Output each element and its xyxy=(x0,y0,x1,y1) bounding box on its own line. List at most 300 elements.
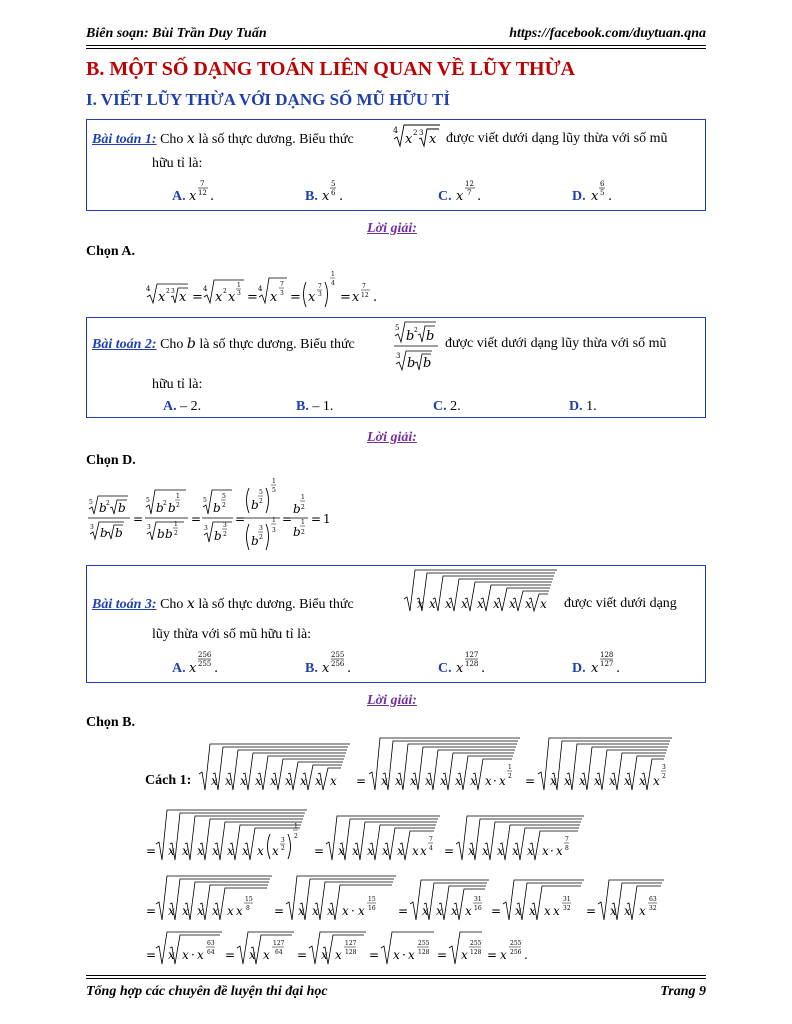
svg-text:x: x xyxy=(335,948,342,962)
svg-text:7: 7 xyxy=(429,836,433,843)
svg-text:x: x xyxy=(249,948,256,962)
svg-text:=: = xyxy=(314,844,325,858)
svg-text:x: x xyxy=(189,661,197,676)
svg-text:b: b xyxy=(118,501,126,515)
svg-text:x: x xyxy=(653,774,660,788)
svg-text:x: x xyxy=(456,189,464,204)
svg-text:1: 1 xyxy=(237,282,241,289)
svg-text:=: = xyxy=(297,948,308,962)
svg-text:x: x xyxy=(461,948,468,962)
svg-text:x: x xyxy=(493,597,500,611)
svg-text:x: x xyxy=(257,844,264,858)
svg-text:x: x xyxy=(553,904,560,918)
svg-text:2: 2 xyxy=(301,504,305,511)
problem-1-option-b[interactable]: B. xyxy=(305,189,318,204)
svg-text:3: 3 xyxy=(280,290,284,297)
svg-text:x: x xyxy=(550,774,557,788)
svg-text:3: 3 xyxy=(662,764,666,771)
svg-text:5: 5 xyxy=(331,180,336,188)
svg-text:x: x xyxy=(168,904,175,918)
problem-2-line1-end: được viết dưới dạng lũy thừa với số mũ xyxy=(445,336,667,351)
svg-text:x: x xyxy=(327,904,334,918)
svg-text:x: x xyxy=(429,132,437,147)
problem-3-label: Bài toán 3: xyxy=(92,597,157,612)
svg-text:x: x xyxy=(168,844,175,858)
problem-2-line2: hữu tỉ là: xyxy=(152,377,203,392)
svg-text:32: 32 xyxy=(649,905,657,912)
svg-text:32: 32 xyxy=(563,905,571,912)
svg-text:1: 1 xyxy=(272,517,276,524)
svg-text:x: x xyxy=(509,597,516,611)
svg-text:64: 64 xyxy=(275,949,283,956)
solution-2-label: Lời giải: xyxy=(367,430,417,445)
svg-text:x: x xyxy=(425,774,432,788)
svg-text:x: x xyxy=(497,844,504,858)
page-number: Trang 9 xyxy=(660,984,706,999)
svg-text:x: x xyxy=(393,948,400,962)
svg-text:=: = xyxy=(491,904,502,918)
svg-text:b: b xyxy=(99,501,107,515)
svg-text:1: 1 xyxy=(508,764,512,771)
svg-text:x: x xyxy=(591,661,599,676)
svg-text:6: 6 xyxy=(600,180,605,188)
svg-text:b: b xyxy=(251,534,259,548)
svg-text:5: 5 xyxy=(203,497,207,504)
svg-text:x: x xyxy=(499,774,506,788)
svg-text:2: 2 xyxy=(294,833,298,840)
svg-text:1: 1 xyxy=(174,521,178,528)
svg-text:x: x xyxy=(263,948,270,962)
svg-text:x: x xyxy=(455,774,462,788)
problem-1-option-c-math xyxy=(455,177,485,205)
svg-text:·: · xyxy=(550,844,554,858)
svg-text:x: x xyxy=(564,774,571,788)
svg-text:127: 127 xyxy=(600,660,614,668)
svg-text:x: x xyxy=(212,904,219,918)
svg-text:2: 2 xyxy=(222,502,226,509)
solution-2-derivation xyxy=(86,478,346,558)
svg-text:x: x xyxy=(525,597,532,611)
solution-1-label: Lời giải: xyxy=(367,221,417,236)
svg-text:2: 2 xyxy=(662,773,666,780)
method-1-row-1 xyxy=(196,736,676,796)
solution-1-derivation xyxy=(144,266,404,312)
svg-text:x: x xyxy=(308,290,316,305)
svg-text:x: x xyxy=(468,844,475,858)
svg-text:=: = xyxy=(437,948,448,962)
svg-text:3: 3 xyxy=(147,524,151,531)
svg-text:x: x xyxy=(544,904,551,918)
svg-text:=: = xyxy=(586,904,597,918)
problem-3-option-d-math xyxy=(590,648,624,678)
svg-text:x: x xyxy=(445,597,452,611)
svg-text:=: = xyxy=(235,512,246,526)
svg-text:x: x xyxy=(540,597,547,611)
svg-text:=: = xyxy=(525,774,536,788)
svg-text:5: 5 xyxy=(146,497,150,504)
svg-text:6: 6 xyxy=(331,189,336,197)
svg-text:.: . xyxy=(524,948,528,962)
svg-text:x: x xyxy=(512,844,519,858)
svg-text:=: = xyxy=(192,290,203,305)
svg-text:63: 63 xyxy=(649,896,657,903)
svg-text:256: 256 xyxy=(331,660,345,668)
svg-text:x: x xyxy=(211,774,218,788)
svg-text:7: 7 xyxy=(200,180,205,188)
svg-text:x: x xyxy=(342,904,349,918)
header-rule xyxy=(86,45,706,46)
svg-text:x: x xyxy=(610,904,617,918)
svg-text:2: 2 xyxy=(106,500,110,507)
svg-text:4: 4 xyxy=(203,285,208,293)
svg-text:7: 7 xyxy=(467,189,472,197)
svg-text:x: x xyxy=(624,904,631,918)
svg-text:b: b xyxy=(165,527,173,541)
problem-3-option-d[interactable]: D. xyxy=(572,661,586,676)
header-url[interactable]: https://facebook.com/duytuan.qna xyxy=(509,26,706,41)
svg-text:255: 255 xyxy=(470,940,482,947)
svg-text:=: = xyxy=(487,948,498,962)
svg-text:x: x xyxy=(182,844,189,858)
svg-text:1: 1 xyxy=(301,519,305,526)
svg-text:2: 2 xyxy=(163,500,167,507)
problem-3-line1-end: được viết dưới dạng xyxy=(564,596,677,611)
svg-text:3: 3 xyxy=(223,522,227,529)
problem-1-line2: hữu tỉ là: xyxy=(152,156,203,171)
svg-text:.: . xyxy=(616,661,621,676)
svg-text:7: 7 xyxy=(280,281,284,288)
svg-text:5: 5 xyxy=(272,487,276,494)
svg-text:x: x xyxy=(298,904,305,918)
svg-text:5: 5 xyxy=(600,189,605,197)
svg-text:5: 5 xyxy=(395,324,400,332)
svg-text:=: = xyxy=(290,290,301,305)
svg-text:x: x xyxy=(330,774,337,788)
svg-text:64: 64 xyxy=(207,949,215,956)
svg-text:x: x xyxy=(609,774,616,788)
svg-text:x: x xyxy=(477,597,484,611)
svg-text:=: = xyxy=(191,512,202,526)
svg-text:5: 5 xyxy=(222,493,226,500)
svg-text:x: x xyxy=(485,774,492,788)
svg-text:b: b xyxy=(251,498,259,512)
svg-text:x: x xyxy=(182,948,189,962)
svg-text:x: x xyxy=(408,948,415,962)
svg-text:x: x xyxy=(417,597,424,611)
svg-text:x: x xyxy=(429,597,436,611)
svg-text:b: b xyxy=(407,356,416,371)
svg-text:x: x xyxy=(639,774,646,788)
svg-text:=: = xyxy=(369,948,380,962)
svg-text:x: x xyxy=(227,844,234,858)
svg-text:3: 3 xyxy=(237,290,241,297)
svg-text:x: x xyxy=(624,774,631,788)
problem-1-option-a[interactable]: A. xyxy=(172,189,186,204)
svg-text:2: 2 xyxy=(301,529,305,536)
svg-text:x: x xyxy=(382,844,389,858)
svg-text:x: x xyxy=(300,774,307,788)
svg-text:4: 4 xyxy=(146,285,151,293)
svg-text:=: = xyxy=(146,904,157,918)
svg-text:x: x xyxy=(440,774,447,788)
svg-text:x: x xyxy=(270,290,278,305)
svg-text:x: x xyxy=(352,290,360,305)
svg-text:12: 12 xyxy=(465,180,474,188)
svg-text:2: 2 xyxy=(281,845,285,852)
svg-text:31: 31 xyxy=(563,896,571,903)
svg-text:x: x xyxy=(515,904,522,918)
svg-text:x: x xyxy=(352,844,359,858)
problem-2-option-d[interactable]: D. 1. xyxy=(569,399,597,414)
svg-text:=: = xyxy=(444,844,455,858)
svg-text:x: x xyxy=(315,774,322,788)
problem-1-line1-end: được viết dưới dạng lũy thừa với số mũ xyxy=(446,131,668,146)
problem-1-option-c[interactable]: C. xyxy=(438,189,452,204)
svg-text:x: x xyxy=(272,844,279,858)
svg-text:x: x xyxy=(255,774,262,788)
problem-1-option-a-math xyxy=(188,177,218,205)
solution-3-label: Lời giải: xyxy=(367,693,417,708)
svg-text:x: x xyxy=(591,189,599,204)
svg-text:.: . xyxy=(373,290,378,305)
svg-text:x: x xyxy=(420,844,427,858)
svg-text:15: 15 xyxy=(245,896,253,903)
svg-text:x: x xyxy=(461,597,468,611)
svg-text:5: 5 xyxy=(89,499,93,506)
svg-text:x: x xyxy=(168,948,175,962)
svg-text:x: x xyxy=(242,844,249,858)
svg-text:2: 2 xyxy=(508,773,512,780)
svg-text:255: 255 xyxy=(198,660,212,668)
problem-2-label: Bài toán 2: xyxy=(92,337,157,352)
svg-text:x: x xyxy=(225,774,232,788)
svg-text:1: 1 xyxy=(176,493,180,500)
section-title: B. MỘT SỐ DẠNG TOÁN LIÊN QUAN VỀ LŨY THỪA xyxy=(86,58,575,80)
svg-text:8: 8 xyxy=(565,845,569,852)
page-header xyxy=(86,26,706,46)
svg-text:.: . xyxy=(210,189,215,204)
svg-text:b: b xyxy=(406,329,415,344)
svg-text:x: x xyxy=(410,774,417,788)
svg-text:127: 127 xyxy=(465,651,479,659)
problem-3-line2: lũy thừa với số mũ hữu tỉ là: xyxy=(152,627,312,642)
svg-text:1: 1 xyxy=(323,512,331,526)
svg-text:x: x xyxy=(451,904,458,918)
problem-1-line1: Bài toán 1: Cho x là số thực dương. Biểu thức xyxy=(92,131,354,147)
svg-text:255: 255 xyxy=(418,940,430,947)
svg-text:2: 2 xyxy=(413,129,418,137)
svg-text:x: x xyxy=(527,844,534,858)
svg-text:3: 3 xyxy=(396,352,401,360)
problem-2-option-b[interactable]: B. – 1. xyxy=(296,399,334,414)
svg-text:255: 255 xyxy=(331,651,345,659)
problem-2-expression xyxy=(392,318,442,372)
svg-text:x: x xyxy=(397,844,404,858)
svg-text:b: b xyxy=(168,501,176,515)
svg-text:=: = xyxy=(282,512,293,526)
svg-text:x: x xyxy=(594,774,601,788)
svg-text:1: 1 xyxy=(331,271,335,278)
answer-1: Chọn A. xyxy=(86,244,136,259)
svg-text:x: x xyxy=(212,844,219,858)
problem-1-expression xyxy=(392,120,444,150)
problem-3-expression xyxy=(403,566,559,616)
svg-text:.: . xyxy=(214,661,219,676)
svg-text:7: 7 xyxy=(565,836,569,843)
page-footer xyxy=(86,984,706,1000)
svg-text:x: x xyxy=(236,904,243,918)
footer-title: Tổng hợp các chuyên đề luyện thi đại học xyxy=(86,984,328,999)
svg-text:x: x xyxy=(321,948,328,962)
svg-text:.: . xyxy=(347,661,352,676)
svg-text:3: 3 xyxy=(204,525,208,532)
svg-text:4: 4 xyxy=(429,845,433,852)
problem-2-line1: Bài toán 2: Cho b là số thực dương. Biểu thức xyxy=(92,336,355,352)
svg-text:x: x xyxy=(270,774,277,788)
svg-text:8: 8 xyxy=(246,905,250,912)
svg-text:=: = xyxy=(311,512,322,526)
svg-text:x: x xyxy=(412,844,419,858)
svg-text:x: x xyxy=(436,904,443,918)
svg-text:1: 1 xyxy=(272,478,276,485)
svg-text:3: 3 xyxy=(90,524,94,531)
svg-text:16: 16 xyxy=(474,905,482,912)
svg-text:x: x xyxy=(405,132,413,147)
svg-text:x: x xyxy=(158,290,166,305)
svg-text:x: x xyxy=(542,844,549,858)
header-rule-2 xyxy=(86,48,706,49)
svg-text:127: 127 xyxy=(345,940,357,947)
svg-text:x: x xyxy=(529,904,536,918)
svg-text:x: x xyxy=(395,774,402,788)
svg-text:x: x xyxy=(422,904,429,918)
svg-text:b: b xyxy=(156,501,164,515)
footer-rule xyxy=(86,975,706,976)
svg-text:128: 128 xyxy=(470,949,482,956)
svg-text:12: 12 xyxy=(198,189,207,197)
svg-text:.: . xyxy=(481,661,486,676)
answer-2: Chọn D. xyxy=(86,453,136,468)
problem-3-option-a[interactable]: A. xyxy=(172,661,186,676)
svg-text:15: 15 xyxy=(368,896,376,903)
svg-text:12: 12 xyxy=(361,292,369,299)
problem-3-option-b-math xyxy=(321,648,355,678)
svg-text:2: 2 xyxy=(414,327,418,334)
svg-text:x: x xyxy=(456,661,464,676)
svg-text:b: b xyxy=(214,529,222,543)
method-1-label: Cách 1: xyxy=(145,773,192,788)
svg-text:·: · xyxy=(191,948,195,962)
problem-1-label: Bài toán 1: xyxy=(92,132,157,147)
svg-text:b: b xyxy=(213,501,221,515)
svg-text:5: 5 xyxy=(259,489,263,496)
problem-2-option-a[interactable]: A. – 2. xyxy=(163,399,202,414)
header-author: Biên soạn: Bùi Trần Duy Tuấn xyxy=(86,26,267,41)
svg-text:b: b xyxy=(115,526,123,540)
svg-text:=: = xyxy=(225,948,236,962)
svg-text:.: . xyxy=(339,189,344,204)
svg-text:3: 3 xyxy=(272,527,276,534)
svg-text:2: 2 xyxy=(259,534,263,541)
problem-3-option-c-math xyxy=(455,648,489,678)
svg-text:7: 7 xyxy=(318,283,322,290)
svg-text:=: = xyxy=(146,948,157,962)
svg-text:x: x xyxy=(465,904,472,918)
problem-1-option-d[interactable]: D. xyxy=(572,189,586,204)
svg-text:x: x xyxy=(227,904,234,918)
svg-text:2: 2 xyxy=(174,530,178,537)
svg-text:=: = xyxy=(247,290,258,305)
svg-text:=: = xyxy=(274,904,285,918)
svg-text:.: . xyxy=(477,189,482,204)
problem-2-option-c[interactable]: C. 2. xyxy=(433,399,461,414)
svg-text:2: 2 xyxy=(223,288,227,295)
svg-text:16: 16 xyxy=(368,905,376,912)
svg-text:1: 1 xyxy=(294,823,298,830)
footer-rule-2 xyxy=(86,978,706,979)
svg-text:·: · xyxy=(493,774,497,788)
svg-text:128: 128 xyxy=(465,660,479,668)
svg-text:x: x xyxy=(182,904,189,918)
svg-text:2: 2 xyxy=(259,498,263,505)
subsection-title: I. VIẾT LŨY THỪA VỚI DẠNG SỐ MŨ HỮU TỈ xyxy=(86,90,450,109)
svg-text:x: x xyxy=(228,290,236,305)
svg-text:3: 3 xyxy=(419,129,424,137)
svg-text:x: x xyxy=(197,904,204,918)
svg-text:2: 2 xyxy=(166,288,170,295)
svg-text:2: 2 xyxy=(176,502,180,509)
svg-text:x: x xyxy=(381,774,388,788)
svg-text:x: x xyxy=(285,774,292,788)
svg-text:256: 256 xyxy=(198,651,212,659)
svg-text:x: x xyxy=(367,844,374,858)
svg-text:3: 3 xyxy=(259,525,263,532)
problem-3-option-c[interactable]: C. xyxy=(438,661,452,676)
svg-text:x: x xyxy=(189,189,197,204)
svg-text:b: b xyxy=(100,526,108,540)
svg-text:x: x xyxy=(579,774,586,788)
svg-text:x: x xyxy=(322,189,330,204)
svg-text:3: 3 xyxy=(171,288,175,295)
svg-text:x: x xyxy=(639,904,646,918)
svg-text:2: 2 xyxy=(223,531,227,538)
svg-text:128: 128 xyxy=(418,949,430,956)
svg-text:4: 4 xyxy=(393,126,399,135)
svg-text:3: 3 xyxy=(318,291,322,298)
svg-text:63: 63 xyxy=(207,940,215,947)
svg-text:=: = xyxy=(133,512,144,526)
answer-3: Chọn B. xyxy=(86,715,136,730)
svg-text:=: = xyxy=(356,774,367,788)
svg-text:x: x xyxy=(338,844,345,858)
svg-text:b: b xyxy=(426,329,435,344)
svg-text:x: x xyxy=(470,774,477,788)
svg-text:·: · xyxy=(402,948,406,962)
problem-3-option-a-math xyxy=(188,648,222,678)
svg-text:b: b xyxy=(293,525,301,539)
svg-text:x: x xyxy=(197,948,204,962)
svg-text:7: 7 xyxy=(362,283,366,290)
svg-text:x: x xyxy=(240,774,247,788)
svg-text:127: 127 xyxy=(273,940,285,947)
svg-text:x: x xyxy=(482,844,489,858)
svg-text:3: 3 xyxy=(281,837,285,844)
problem-3-option-b[interactable]: B. xyxy=(305,661,318,676)
svg-text:b: b xyxy=(157,527,165,541)
svg-text:·: · xyxy=(351,904,355,918)
svg-text:x: x xyxy=(197,844,204,858)
method-1-row-2 xyxy=(144,808,614,868)
